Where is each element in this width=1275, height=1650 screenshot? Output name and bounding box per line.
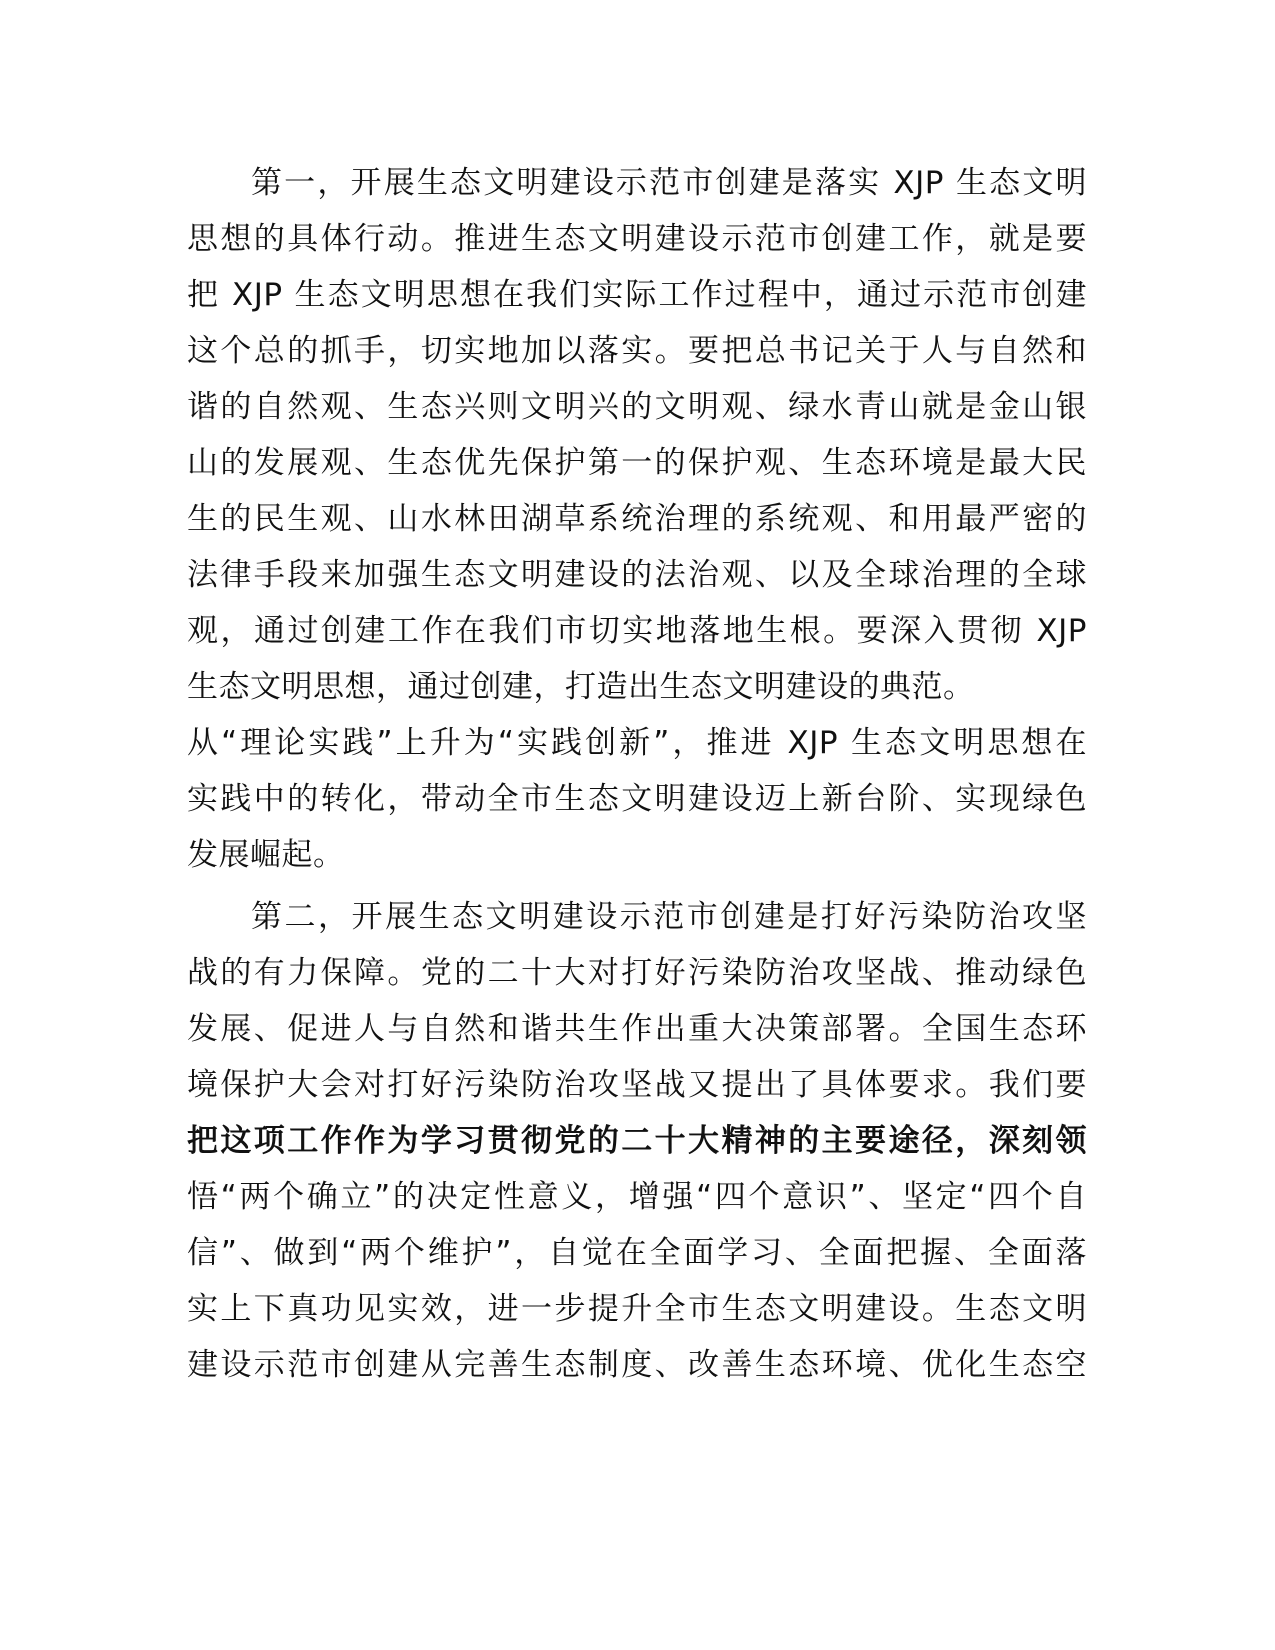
paragraph-line: 发展崛起。 bbox=[187, 837, 345, 873]
paragraph-second bbox=[187, 889, 1087, 1393]
paragraph-line-bold: 把这项工作作为学习贯彻党的二十大精神的主要途径，深刻领 bbox=[187, 1123, 1087, 1159]
paragraph-line: 生的民生观、山水林田湖草系统治理的系统观、和用最严密的 bbox=[187, 501, 1087, 537]
paragraph-line: 观，通过创建工作在我们市切实地落地生根。要深入贯彻 XJP bbox=[187, 613, 1087, 649]
paragraph-line: 把 XJP 生态文明思想在我们实际工作过程中，通过示范市创建 bbox=[187, 277, 1087, 313]
paragraph-line: 生态文明思想，通过创建，打造出生态文明建设的典范。 bbox=[187, 669, 975, 705]
paragraph-line: 实践中的转化，带动全市生态文明建设迈上新台阶、实现绿色 bbox=[187, 781, 1087, 817]
paragraph-line: 这个总的抓手，切实地加以落实。要把总书记关于人与自然和 bbox=[187, 333, 1087, 369]
paragraph-line: 第二，开展生态文明建设示范市创建是打好污染防治攻坚 bbox=[251, 899, 1087, 935]
paragraph-line: 信”、做到“两个维护”，自觉在全面学习、全面把握、全面落 bbox=[187, 1235, 1087, 1271]
paragraph-line: 思想的具体行动。推进生态文明建设示范市创建工作，就是要 bbox=[187, 221, 1087, 257]
paragraph-line: 法律手段来加强生态文明建设的法治观、以及全球治理的全球 bbox=[187, 557, 1087, 593]
paragraph-line: 建设示范市创建从完善生态制度、改善生态环境、优化生态空 bbox=[187, 1347, 1087, 1383]
paragraph-line: 境保护大会对打好污染防治攻坚战又提出了具体要求。我们要 bbox=[187, 1067, 1087, 1103]
paragraph-line: 从“理论实践”上升为“实践创新”，推进 XJP 生态文明思想在 bbox=[187, 725, 1087, 761]
paragraph-first bbox=[187, 155, 1087, 883]
paragraph-line: 谐的自然观、生态兴则文明兴的文明观、绿水青山就是金山银 bbox=[187, 389, 1087, 425]
paragraph-line: 战的有力保障。党的二十大对打好污染防治攻坚战、推动绿色 bbox=[187, 955, 1087, 991]
paragraph-line: 第一，开展生态文明建设示范市创建是落实 XJP 生态文明 bbox=[251, 165, 1087, 201]
document-body bbox=[187, 155, 1087, 1393]
paragraph-line: 实上下真功见实效，进一步提升全市生态文明建设。生态文明 bbox=[187, 1291, 1087, 1327]
paragraph-line: 发展、促进人与自然和谐共生作出重大决策部署。全国生态环 bbox=[187, 1011, 1087, 1047]
paragraph-line: 悟“两个确立”的决定性意义，增强“四个意识”、坚定“四个自 bbox=[187, 1179, 1087, 1215]
paragraph-line: 山的发展观、生态优先保护第一的保护观、生态环境是最大民 bbox=[187, 445, 1087, 481]
